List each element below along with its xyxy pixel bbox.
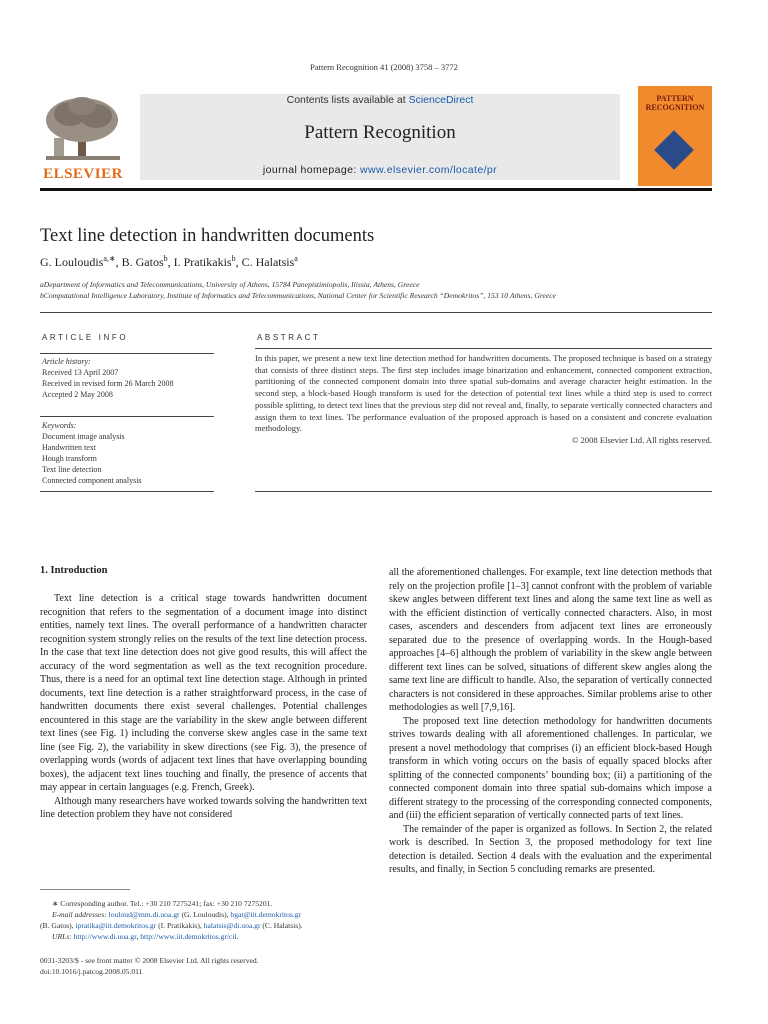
keyword-item: Handwritten text xyxy=(42,443,96,452)
keywords-label: Keywords: xyxy=(42,421,77,430)
footnote-rule xyxy=(40,889,130,890)
email-addresses-cont xyxy=(40,920,380,931)
abstract-copyright: © 2008 Elsevier Ltd. All rights reserved. xyxy=(571,434,712,445)
urls-label: URLs: xyxy=(52,932,74,941)
url-link[interactable]: http://www.iit.demokritos.gr/cil xyxy=(140,932,237,941)
article-history xyxy=(42,356,214,400)
email-addresses xyxy=(40,909,380,920)
received-date: Received 13 April 2007 xyxy=(42,368,119,377)
author-urls xyxy=(40,931,380,942)
article-info-bottom-rule xyxy=(40,491,214,492)
intro-paragraph-1: Text line detection is a critical stage towards handwritten document recognition that refers to the segmentation of a document image into distinct entities, namely text lines. The overall performance of a handwritten character recognition system strongly relies on the results of the text line detection process. In the case that text line detection does not give good results, this will affect the accuracy of the word segmentation as well as the text recognition procedure. Thus, there is a need for an optimal text line detection stage. Although in printed documents, text line detection is a rather straightforward process, in the case of handwritten documents there exist several challenges. Potential challenges encountered in this stage are the variability in the skew angle between different text lines (see Fig. 1) including the converse skew angles case in the same text line (see Fig. 2), the variability in skew directions (see Fig. 3), the presence of overlapping words (words of adjacent text lines that have overlapping bounding boxes), the adjacent text lines touching and finally, the presence of accents that may appear in certain languages (e.g. French, Greek). xyxy=(40,593,367,793)
email-link[interactable]: ipratika@iit.demokritos.gr xyxy=(75,921,157,930)
homepage-link[interactable]: www.elsevier.com/locate/pr xyxy=(360,164,498,176)
url-link[interactable]: http://www.di.uoa.gr xyxy=(73,932,137,941)
journal-name: Pattern Recognition xyxy=(304,122,456,143)
homepage-prefix: journal homepage: xyxy=(262,164,361,176)
revised-date: Received in revised form 26 March 2008 xyxy=(42,379,174,388)
intro-paragraph-4: The proposed text line detection methodology for handwritten documents strives towards dealing with all aforementioned challenges. In particular, we present a novel methodology that comprises (i) an efficient block-based Hough transform in which voting occurs on the basis of equally spaced blocks after splitting of the connected components’ bounding box; (ii) a partitioning of the connected component domain into three spatial sub-domains which impose a different strategy to the processing of the corresponding connected components, and (iii) the efficient separation of vertically connected parts of text lines. xyxy=(389,715,712,821)
keyword-item: Text line detection xyxy=(42,465,102,474)
affiliation-b: bComputational Intelligence Laboratory, Institute of Informatics and Telecommunications, National Center for Scientific Research “Demokritos”, 153 10 Athens, Greece xyxy=(40,291,556,300)
abstract-text: In this paper, we present a new text line detection method for handwritten documents. The proposed technique is based on a strategy that consists of three distinct steps. The first step includes image binarization and enhancement, connected component extraction, partitioning of the connected component domain into three spatial sub-domains and average character height estimation. In the second step, a block-based Hough transform is used for the detection of potential text lines while a third step is used to correct possible splitting, to detect text lines that the previous step did not reveal and, finally, to separate vertically connected characters and assign them to text lines. The performance evaluation of the proposed approach is based on a consistent and concrete evaluation methodology. xyxy=(255,353,712,434)
intro-paragraph-5: The remainder of the paper is organized as follows. In Section 2, the related work is described. In Section 3, the proposed methodology for text line detection is detailed. Section 4 deals with the evaluation and the experimental results, and finally, in Section 5 concluding remarks are presented. xyxy=(389,823,712,875)
affiliation-divider xyxy=(40,312,712,313)
contents-line xyxy=(140,94,620,106)
article-info-rule xyxy=(40,353,214,354)
history-label: Article history: xyxy=(42,357,91,366)
elsevier-wordmark: ELSEVIER xyxy=(43,166,123,182)
intro-paragraph-3: all the aforementioned challenges. For example, text line detection methods that rely on the projection profile [1–3] cannot confront with the problem of variable skew angles between different text lines and along the same text line as well as with the efficient distinction of vertically connected characters. Also, in most cases, ascenders and descenders from adjacent text lines are erroneously separated due to the presence of overlapping words. In the Hough-based approaches [4–6] although the problem of variability in the skew angle between different text lines can be solved, situations of different skew angles along the same text line are difficult to handle. Also, the separation of vertically connected characters is not considered in these approaches. Similar problems arise to other methodologies as well [7,9,16]. xyxy=(389,567,712,713)
keyword-item: Hough transform xyxy=(42,454,97,463)
header-divider xyxy=(40,188,712,191)
intro-right-column xyxy=(389,566,712,877)
url-end: . xyxy=(236,932,239,941)
article-title: Text line detection in handwritten documents xyxy=(40,226,375,246)
keywords-block xyxy=(42,420,214,486)
keyword-item: Document image analysis xyxy=(42,432,125,441)
accepted-date: Accepted 2 May 2008 xyxy=(42,390,113,399)
url-separator: , xyxy=(136,932,141,941)
email-link[interactable]: louloud@mm.di.uoa.gr xyxy=(108,910,180,919)
intro-paragraph-2: Although many researchers have worked towards solving the handwritten text line detection problem they have not considered xyxy=(40,795,367,820)
email-owner: (G. Louloudis), xyxy=(179,910,231,919)
email-link[interactable]: halatsis@di.uoa.gr xyxy=(203,921,261,930)
affiliation-a: aDepartment of Informatics and Telecommunications, University of Athens, 15784 Panepistimiopolis, Ilissia, Athens, Greece xyxy=(40,280,420,289)
cover-title: PATTERN RECOGNITION xyxy=(645,94,705,112)
article-info-heading: ARTICLE INFO xyxy=(42,333,129,342)
abstract-bottom-rule xyxy=(255,491,712,492)
section-heading-introduction: 1. Introduction xyxy=(40,565,108,576)
corresponding-author-note: ∗ Corresponding author. Tel.: +30 210 7275241; fax: +30 210 7275201. xyxy=(52,899,273,908)
email-owner: (I. Pratikakis), xyxy=(156,921,204,930)
doi-line: doi:10.1016/j.patcog.2008.05.011 xyxy=(40,967,143,976)
issn-line: 0031-3203/$ - see front matter © 2008 Elsevier Ltd. All rights reserved. xyxy=(40,956,259,965)
journal-homepage xyxy=(140,164,620,176)
sciencedirect-link[interactable]: ScienceDirect xyxy=(408,94,474,106)
keyword-item: Connected component analysis xyxy=(42,476,142,485)
email-label: E-mail addresses: xyxy=(52,910,109,919)
abstract-heading: ABSTRACT xyxy=(257,333,321,342)
journal-citation: Pattern Recognition 41 (2008) 3758 – 3772 xyxy=(310,62,458,72)
footnotes xyxy=(40,898,380,942)
email-link[interactable]: bgat@iit.demokritos.gr xyxy=(230,910,302,919)
publication-meta xyxy=(40,955,259,977)
email-owner: (B. Gatos), xyxy=(40,921,76,930)
intro-left-column xyxy=(40,592,367,822)
keywords-rule xyxy=(40,416,214,417)
abstract-body xyxy=(255,353,712,447)
abstract-rule xyxy=(255,348,712,349)
contents-prefix: Contents lists available at xyxy=(286,94,409,106)
email-owner: (C. Halatsis). xyxy=(260,921,303,930)
author-list: G. Louloudis$^{a,∗}$, B. Gatos$^b$, I. Pratikakis$^b$, C. Halatsis$^a$ xyxy=(40,254,298,269)
